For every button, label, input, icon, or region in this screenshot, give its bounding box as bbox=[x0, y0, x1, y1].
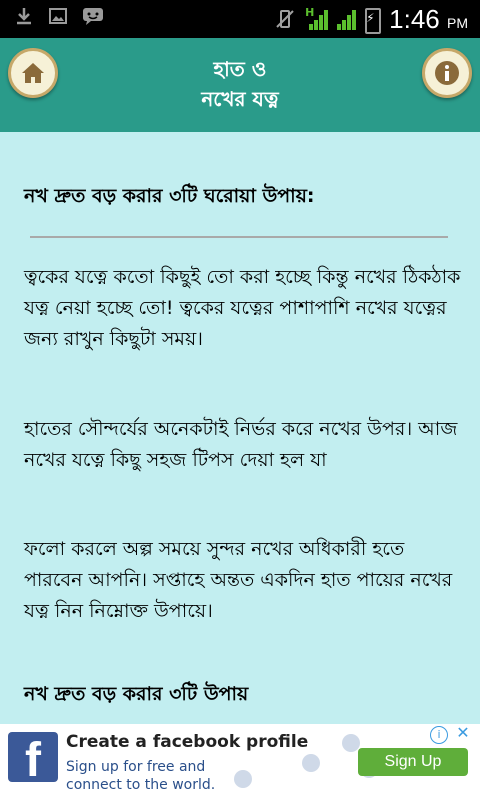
clock bbox=[389, 2, 468, 40]
article-content[interactable] bbox=[0, 132, 480, 724]
vibrate-mute-icon bbox=[273, 7, 297, 36]
page-title-line1: হাত ও bbox=[213, 57, 267, 81]
ad-close-icon[interactable]: ✕ bbox=[456, 723, 470, 742]
divider bbox=[30, 236, 448, 238]
info-icon bbox=[434, 60, 460, 86]
ad-title: Create a facebook profile bbox=[66, 732, 309, 752]
person-icon bbox=[342, 734, 360, 752]
messenger-icon bbox=[82, 6, 102, 26]
page-title bbox=[0, 54, 480, 114]
article-paragraph-1: ত্বকের যত্নে কতো কিছুই তো করা হচ্ছে কিন্তু নখের ঠিকঠাক যত্ন নেয়া হচ্ছে তো! ত্বকের যত্নের পাশাপাশি নখের যত্নের জন্য রাখুন কিছুটা সময়। bbox=[24, 266, 461, 350]
article-paragraph-2: হাতের সৌন্দর্যের অনেকটাই নির্ভর করে নখের উপর। আজ নখের যত্নে কিছু সহজ টিপস দেয়া হল যা bbox=[24, 418, 458, 471]
battery-icon bbox=[365, 8, 381, 34]
facebook-logo-icon: f bbox=[8, 732, 58, 782]
person-icon bbox=[234, 770, 252, 788]
status-bar bbox=[0, 0, 480, 38]
person-icon bbox=[302, 754, 320, 772]
ad-banner[interactable] bbox=[0, 724, 480, 800]
article-heading: নখ দ্রুত বড় করার ৩টি ঘরোয়া উপায়: bbox=[24, 185, 315, 207]
app-header bbox=[0, 38, 480, 132]
signup-button[interactable]: Sign Up bbox=[358, 748, 468, 776]
cell-signal-icon bbox=[335, 10, 357, 32]
article-paragraph-3: ফলো করলে অল্প সময়ে সুন্দর নখের অধিকারী হতে পারবেন আপনি। সপ্তাহে অন্তত একদিন হাত পায়ের নখের যত্ন নিন নিম্নোক্ত উপায়ে। bbox=[24, 538, 453, 622]
network-type-label: H bbox=[305, 6, 315, 19]
notification-icons bbox=[14, 6, 102, 26]
data-signal-icon bbox=[305, 6, 327, 32]
ad-subtitle: Sign up for free and connect to the world. bbox=[66, 759, 216, 793]
info-button[interactable] bbox=[422, 48, 472, 98]
ad-info-icon[interactable]: i bbox=[430, 726, 448, 744]
clock-ampm: PM bbox=[447, 15, 468, 31]
system-icons bbox=[273, 2, 468, 40]
download-icon bbox=[14, 6, 34, 26]
article-subheading: নখ দ্রুত বড় করার ৩টি উপায় bbox=[24, 683, 249, 705]
image-icon bbox=[48, 6, 68, 26]
clock-time: 1:46 bbox=[389, 4, 440, 34]
page-title-line2: নখের যত্ন bbox=[201, 87, 279, 111]
